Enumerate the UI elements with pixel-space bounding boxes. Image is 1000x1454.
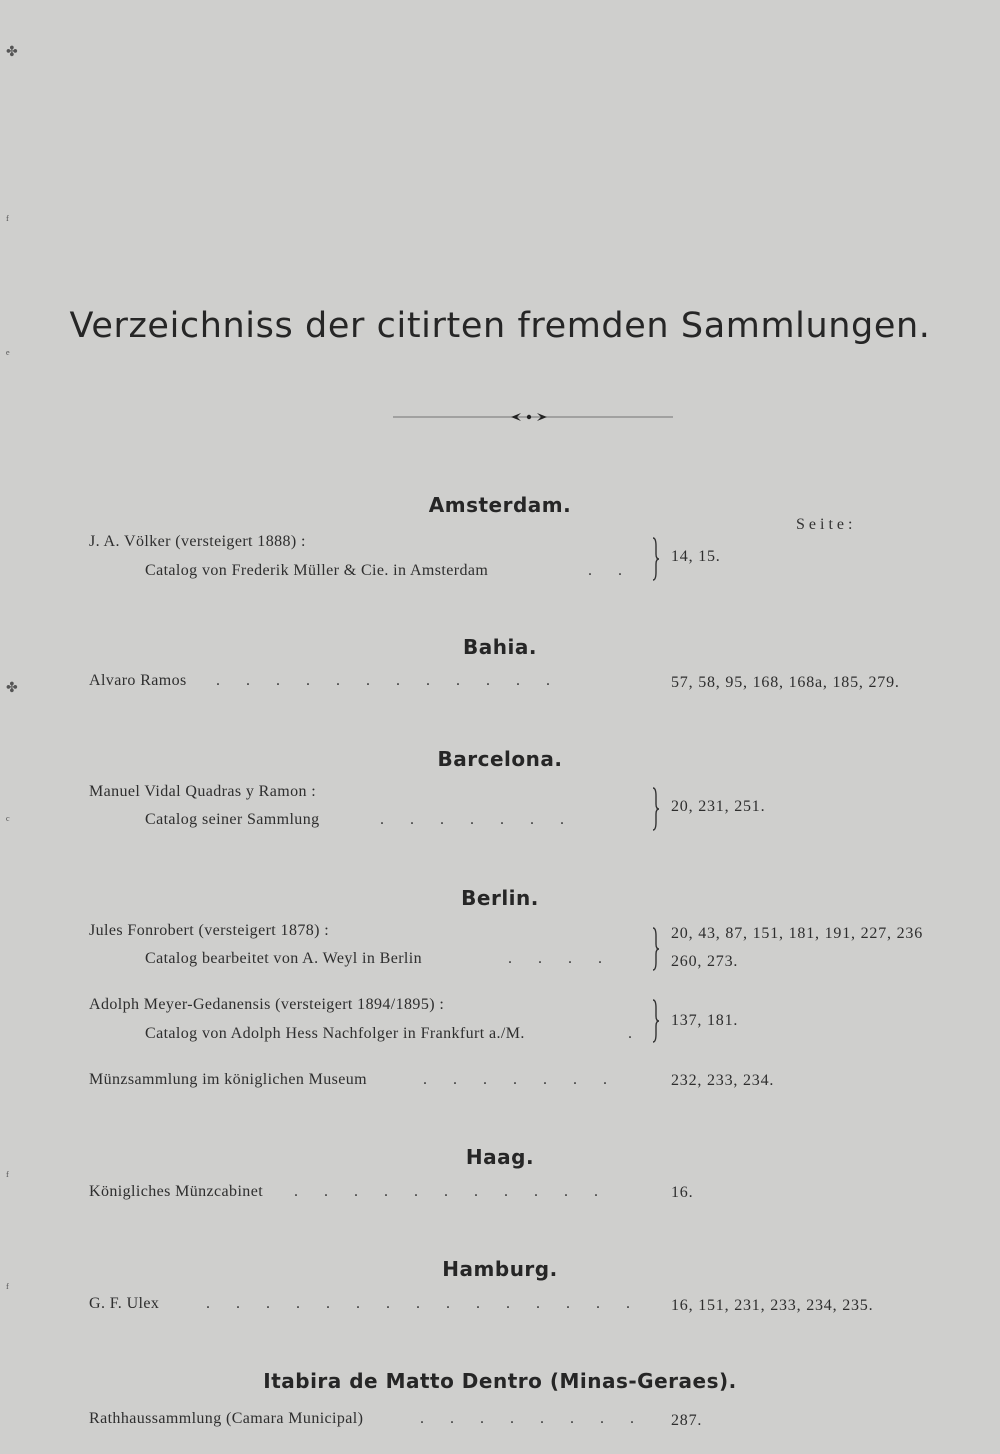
entry-title: J. A. Völker (versteigert 1888) : <box>89 533 306 550</box>
section-heading-amsterdam: Amsterdam. <box>428 493 572 517</box>
ornament-divider-icon <box>393 408 673 426</box>
entry-title: G. F. Ulex <box>89 1295 160 1312</box>
leader-dots: . . <box>588 562 633 579</box>
page-column-label: Seite: <box>796 516 857 533</box>
page-references: 20, 43, 87, 151, 181, 191, 227, 236 <box>671 925 923 942</box>
page-references: 232, 233, 234. <box>671 1072 775 1089</box>
brace-icon <box>650 786 660 832</box>
section-heading-bahia: Bahia. <box>463 635 537 659</box>
leader-dots: . . . . <box>508 950 613 967</box>
page-references: 137, 181. <box>671 1012 739 1029</box>
leader-dots: . . . . . . . . . . . . <box>216 672 561 689</box>
page-title: Verzeichniss der citirten fremden Sammlungen. <box>69 306 931 346</box>
section-heading-berlin: Berlin. <box>461 886 539 910</box>
entry-title: Rathhaussammlung (Camara Municipal) <box>89 1410 364 1427</box>
entry-title: Manuel Vidal Quadras y Ramon : <box>89 783 317 800</box>
binding-mark-icon: ✤ <box>6 681 18 696</box>
entry-title: Alvaro Ramos <box>89 672 187 689</box>
binding-mark-icon: ᶠ <box>6 1282 9 1297</box>
entry-subtitle: Catalog von Frederik Müller & Cie. in Amsterdam <box>145 562 489 579</box>
page-references: 16, 151, 231, 233, 234, 235. <box>671 1297 874 1314</box>
page-references: 287. <box>671 1412 703 1429</box>
binding-mark-icon: ✤ <box>6 45 18 60</box>
leader-dots: . . . . . . . <box>380 811 575 828</box>
binding-mark-icon: ᵉ <box>6 348 10 363</box>
binding-mark-icon: ᶜ <box>6 814 10 829</box>
page-references-continued: 260, 273. <box>671 953 739 970</box>
entry-title: Adolph Meyer-Gedanensis (versteigert 1894/1895) : <box>89 996 445 1013</box>
leader-dots: . . . . . . . . . . . <box>294 1183 609 1200</box>
page-references: 57, 58, 95, 168, 168a, 185, 279. <box>671 674 900 691</box>
entry-title: Münzsammlung im königlichen Museum <box>89 1071 368 1088</box>
binding-mark-icon: ᶠ <box>6 1170 9 1185</box>
leader-dots: . <box>628 1025 643 1042</box>
page-references: 20, 231, 251. <box>671 798 766 815</box>
brace-icon <box>650 998 660 1044</box>
page-references: 16. <box>671 1184 694 1201</box>
entry-title: Jules Fonrobert (versteigert 1878) : <box>89 922 330 939</box>
leader-dots: . . . . . . . . . . . . . . . <box>206 1295 641 1312</box>
brace-icon <box>650 536 660 582</box>
leader-dots: . . . . . . . . <box>420 1410 645 1427</box>
entry-title: Königliches Münzcabinet <box>89 1183 264 1200</box>
binding-mark-icon: ᶠ <box>6 214 9 229</box>
entry-subtitle: Catalog von Adolph Hess Nachfolger in Frankfurt a./M. <box>145 1025 525 1042</box>
section-heading-haag: Haag. <box>465 1145 535 1169</box>
section-heading-hamburg: Hamburg. <box>442 1257 558 1281</box>
brace-icon <box>650 926 660 972</box>
entry-subtitle: Catalog bearbeitet von A. Weyl in Berlin <box>145 950 423 967</box>
page-references: 14, 15. <box>671 548 721 565</box>
leader-dots: . . . . . . . <box>423 1071 618 1088</box>
section-heading-itabira: Itabira de Matto Dentro (Minas-Geraes). <box>263 1369 737 1393</box>
section-heading-barcelona: Barcelona. <box>437 747 563 771</box>
entry-subtitle: Catalog seiner Sammlung <box>145 811 320 828</box>
